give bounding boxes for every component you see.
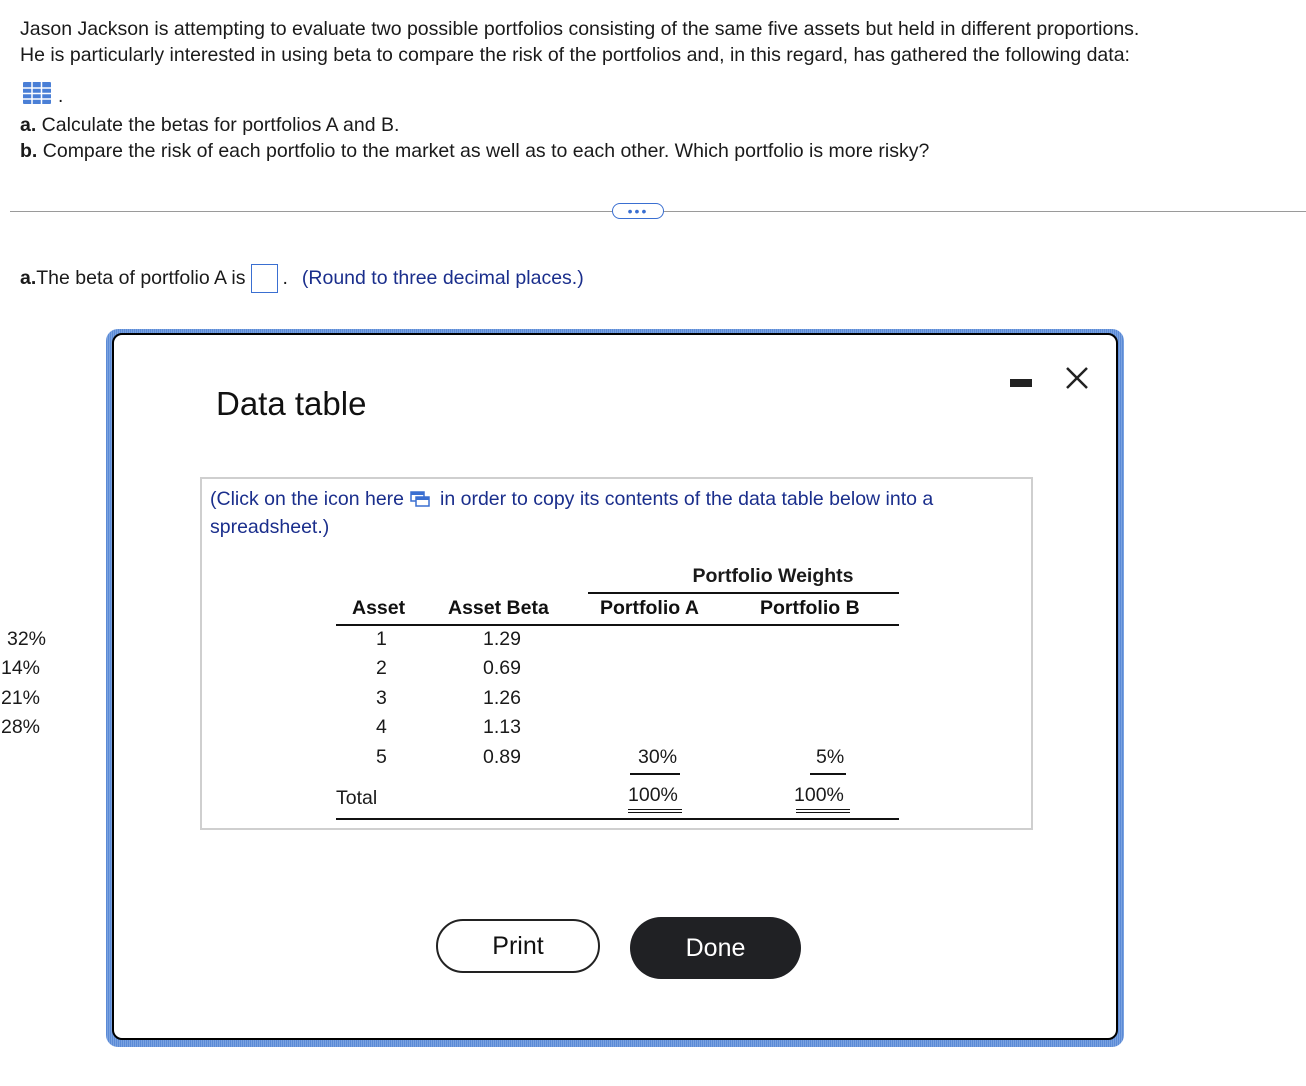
copy-spreadsheet-icon[interactable] <box>410 491 430 507</box>
cell-asset: 1 <box>376 628 387 650</box>
header-portfolio-b: Portfolio B <box>760 597 860 619</box>
cell-weight-b: 5% <box>816 746 845 768</box>
subtotal-rule-b <box>810 773 846 775</box>
answer-label-text: The beta of portfolio A is <box>36 267 246 289</box>
cell-weight-b: 14% <box>0 657 40 679</box>
cell-beta: 0.89 <box>483 746 521 768</box>
print-button[interactable]: Print <box>436 919 600 973</box>
grid-table-icon[interactable] <box>22 81 52 105</box>
cell-beta: 0.69 <box>483 657 521 679</box>
done-button[interactable]: Done <box>630 917 801 979</box>
double-rule-b <box>796 809 850 813</box>
minimize-icon[interactable] <box>1010 379 1032 387</box>
cell-beta: 1.29 <box>483 628 521 650</box>
data-table-dialog <box>0 333 1118 1040</box>
problem-statement <box>20 16 1290 68</box>
cell-asset: 4 <box>376 716 387 738</box>
cell-weight-b: 21% <box>0 687 40 709</box>
subtotal-rule-a <box>630 773 680 775</box>
data-table-link[interactable] <box>22 79 63 105</box>
beta-a-answer-input[interactable] <box>251 264 278 293</box>
copy-note-before: (Click on the icon here <box>210 488 405 510</box>
cell-weight-b: 28% <box>0 716 40 738</box>
rounding-hint: (Round to three decimal places.) <box>301 267 584 289</box>
header-portfolio-a: Portfolio A <box>600 597 699 619</box>
cell-asset: 3 <box>376 687 387 709</box>
answer-line <box>20 264 584 293</box>
expand-more-button[interactable]: ••• <box>612 203 664 219</box>
table-bottom-rule <box>336 818 899 820</box>
double-rule-a <box>628 809 682 813</box>
cell-beta: 1.26 <box>483 687 521 709</box>
part-b-label: b. <box>20 140 38 162</box>
copy-note-after: in order to copy its contents of the data table below into a spreadsheet.) <box>210 488 934 538</box>
header-asset-beta: Asset Beta <box>448 597 549 619</box>
part-a-label: a. <box>20 114 37 136</box>
part-b <box>20 138 929 164</box>
cell-weight-b: 32% <box>6 628 46 650</box>
part-b-text: Compare the risk of each portfolio to the market as well as to each other. Which portfolio is more risky? <box>37 140 930 162</box>
answer-label-bold: a. <box>20 267 37 289</box>
total-portfolio-b: 100% <box>794 784 844 806</box>
cell-asset: 5 <box>376 746 387 768</box>
problem-line-2: He is particularly interested in using beta to compare the risk of the portfolios and, in this regard, has gathered the following data: <box>20 44 1130 66</box>
header-rule <box>336 624 899 626</box>
portfolio-weights-header: Portfolio Weights <box>692 565 854 587</box>
dialog-title: Data table <box>216 385 367 422</box>
total-portfolio-a: 100% <box>628 784 678 806</box>
close-icon[interactable] <box>1062 363 1092 393</box>
answer-period: . <box>282 267 288 289</box>
header-asset: Asset <box>352 597 406 619</box>
total-label: Total <box>336 787 378 809</box>
problem-line-1: Jason Jackson is attempting to evaluate two possible portfolios consisting of the same five assets but held in different proportions. <box>20 18 1140 40</box>
cell-beta: 1.13 <box>483 716 521 738</box>
group-header-rule <box>588 592 899 594</box>
data-table-panel <box>0 477 1033 830</box>
copy-instructions <box>210 485 1025 541</box>
part-a <box>20 112 929 138</box>
cell-asset: 2 <box>376 657 387 679</box>
cell-weight-a: 30% <box>638 746 678 768</box>
question-parts <box>20 112 929 164</box>
part-a-text: Calculate the betas for portfolios A and B. <box>36 114 400 136</box>
icon-trailer: . <box>58 86 64 107</box>
